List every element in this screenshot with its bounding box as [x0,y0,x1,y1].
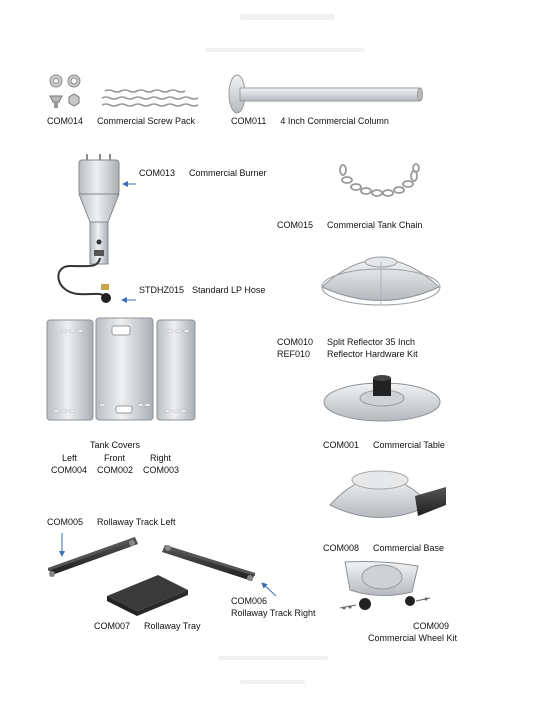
part-code: COM011 [231,116,267,126]
part-name: Rollaway Track Left [97,517,176,527]
label-tray [94,621,201,632]
base-illustration [330,471,446,518]
label-reflector-kit [277,349,418,360]
part-code: COM014 [47,116,84,126]
burner-illustration [79,154,119,264]
label-column [231,116,389,127]
label-tank-chain [277,220,422,231]
screw-pack-illustration [50,75,198,108]
part-name: Commercial Base [373,543,445,553]
part-name: Commercial Tank Chain [327,220,423,230]
part-name: Standard LP Hose [192,285,266,295]
part-code: COM001 [323,440,360,450]
label-reflector [277,337,415,348]
label-lp-hose [139,285,265,296]
part-name: Commercial Screw Pack [97,116,196,126]
tank-cover-front-code: COM002 [97,465,134,475]
part-name: Commercial Table [373,440,445,450]
part-code: COM015 [277,220,314,230]
part-name: Rollaway Tray [144,621,201,631]
tank-cover-left-code: COM004 [51,465,88,475]
label-track-left [47,517,176,528]
part-name: Rollaway Track Right [231,608,316,618]
tank-cover-right-code: COM003 [143,465,180,475]
label-wheel-kit-name [368,633,457,644]
lp-hose-illustration [58,258,111,303]
label-track-right-code [231,596,267,607]
part-code: COM006 [231,596,268,606]
tank-chain-illustration [340,164,419,196]
part-code: COM005 [47,517,84,527]
wheel-kit-illustration [340,562,430,611]
table-illustration [324,375,440,421]
split-reflector-illustration [322,257,440,305]
label-base [323,543,444,554]
part-code: COM013 [139,168,176,178]
label-burner [139,168,267,179]
label-table [323,440,445,451]
rollaway-track-right-illustration [162,545,255,581]
tank-covers-illustration [47,318,195,420]
label-screw-pack [47,116,195,127]
part-name: Reflector Hardware Kit [327,349,418,359]
part-name: Split Reflector 35 Inch [327,337,416,347]
label-track-right-name [231,608,316,619]
column-illustration [229,75,423,113]
part-name: Commercial Wheel Kit [368,633,458,643]
part-code: REF010 [277,349,311,359]
part-code: COM009 [413,621,450,631]
part-code: COM008 [323,543,360,553]
part-code: COM010 [277,337,314,347]
label-wheel-kit-code [413,621,449,632]
tank-cover-left-position: Left [62,453,78,463]
rollaway-tray-illustration [107,575,188,616]
part-code: COM007 [94,621,131,631]
tank-covers-title: Tank Covers [90,440,141,450]
part-name: Commercial Burner [189,168,267,178]
tank-cover-front-position: Front [104,453,126,463]
part-name: 4 Inch Commercial Column [280,116,389,126]
part-code: STDHZ015 [139,285,185,295]
tank-cover-right-position: Right [150,453,172,463]
